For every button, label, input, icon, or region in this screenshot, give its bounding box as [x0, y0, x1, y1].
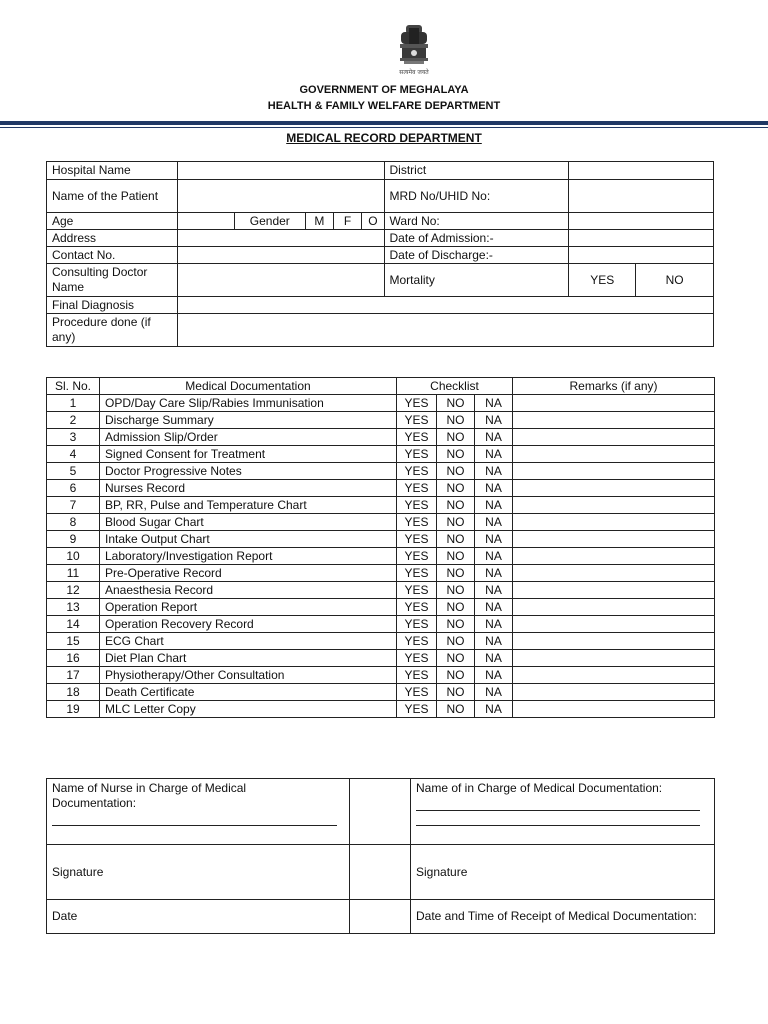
row-no-option[interactable]: NO: [437, 701, 475, 718]
row-remarks-field[interactable]: [513, 565, 715, 582]
table-row: [47, 480, 715, 497]
row-na-option[interactable]: NA: [475, 531, 513, 548]
discharge-field[interactable]: [569, 247, 714, 264]
row-number: 8: [47, 514, 100, 531]
row-na-option[interactable]: NA: [475, 446, 513, 463]
row-number: 18: [47, 684, 100, 701]
row-no-option[interactable]: NO: [437, 480, 475, 497]
row-na-option[interactable]: NA: [475, 701, 513, 718]
table-row: [47, 565, 715, 582]
age-label: Age: [47, 213, 178, 230]
table-row: [47, 616, 715, 633]
row-remarks-field[interactable]: [513, 412, 715, 429]
row-yes-option[interactable]: YES: [397, 565, 437, 582]
row-no-option[interactable]: NO: [437, 582, 475, 599]
row-no-option[interactable]: NO: [437, 446, 475, 463]
row-number: 7: [47, 497, 100, 514]
row-no-option[interactable]: NO: [437, 497, 475, 514]
row-yes-option[interactable]: YES: [397, 599, 437, 616]
row-no-option[interactable]: NO: [437, 463, 475, 480]
row-yes-option[interactable]: YES: [397, 701, 437, 718]
table-row: [47, 667, 715, 684]
table-row: [47, 446, 715, 463]
row-remarks-field[interactable]: [513, 429, 715, 446]
row-number: 12: [47, 582, 100, 599]
row-number: 11: [47, 565, 100, 582]
row-number: 5: [47, 463, 100, 480]
header-rule-thin: [0, 127, 768, 128]
receipt-right: Date and Time of Receipt of Medical Documentation:: [411, 900, 715, 934]
row-remarks-field[interactable]: [513, 701, 715, 718]
row-number: 15: [47, 633, 100, 650]
row-documentation: Anaesthesia Record: [100, 582, 397, 599]
district-field[interactable]: [569, 162, 714, 180]
row-no-option[interactable]: NO: [437, 412, 475, 429]
table-row: [47, 701, 715, 718]
gender-f[interactable]: F: [333, 213, 361, 230]
row-no-option[interactable]: NO: [437, 667, 475, 684]
row-number: 2: [47, 412, 100, 429]
row-yes-option[interactable]: YES: [397, 667, 437, 684]
table-row: [47, 412, 715, 429]
row-number: 16: [47, 650, 100, 667]
row-yes-option[interactable]: YES: [397, 514, 437, 531]
row-documentation: Operation Report: [100, 599, 397, 616]
row-yes-option[interactable]: YES: [397, 497, 437, 514]
mrd-label: MRD No/UHID No:: [384, 180, 569, 213]
row-number: 1: [47, 395, 100, 412]
row-na-option[interactable]: NA: [475, 633, 513, 650]
table-row: [47, 548, 715, 565]
row-number: 14: [47, 616, 100, 633]
row-number: 9: [47, 531, 100, 548]
row-na-option[interactable]: NA: [475, 463, 513, 480]
row-documentation: MLC Letter Copy: [100, 701, 397, 718]
row-documentation: Laboratory/Investigation Report: [100, 548, 397, 565]
gender-label: Gender: [234, 213, 305, 230]
row-no-option[interactable]: NO: [437, 531, 475, 548]
procedure-field[interactable]: [178, 314, 714, 347]
row-na-option[interactable]: NA: [475, 582, 513, 599]
row-documentation: BP, RR, Pulse and Temperature Chart: [100, 497, 397, 514]
row-documentation: Intake Output Chart: [100, 531, 397, 548]
row-yes-option[interactable]: YES: [397, 429, 437, 446]
patient-name-field[interactable]: [178, 180, 384, 213]
row-na-option[interactable]: NA: [475, 565, 513, 582]
gender-m[interactable]: M: [305, 213, 333, 230]
row-yes-option[interactable]: YES: [397, 650, 437, 667]
table-row: [47, 582, 715, 599]
row-no-option[interactable]: NO: [437, 514, 475, 531]
row-documentation: OPD/Day Care Slip/Rabies Immunisation: [100, 395, 397, 412]
row-no-option[interactable]: NO: [437, 599, 475, 616]
doctor-label: Consulting Doctor Name: [47, 264, 178, 297]
row-yes-option[interactable]: YES: [397, 548, 437, 565]
row-documentation: Death Certificate: [100, 684, 397, 701]
row-na-option[interactable]: NA: [475, 650, 513, 667]
patient-info-table: [46, 161, 714, 347]
row-remarks-field[interactable]: [513, 463, 715, 480]
admission-field[interactable]: [569, 230, 714, 247]
row-na-option[interactable]: NA: [475, 429, 513, 446]
row-no-option[interactable]: NO: [437, 684, 475, 701]
row-na-option[interactable]: NA: [475, 395, 513, 412]
row-na-option[interactable]: NA: [475, 684, 513, 701]
row-no-option[interactable]: NO: [437, 650, 475, 667]
row-documentation: Discharge Summary: [100, 412, 397, 429]
row-yes-option[interactable]: YES: [397, 480, 437, 497]
district-label: District: [384, 162, 569, 180]
row-remarks-field[interactable]: [513, 650, 715, 667]
gender-o[interactable]: O: [362, 213, 384, 230]
row-documentation: Signed Consent for Treatment: [100, 446, 397, 463]
admission-label: Date of Admission:-: [384, 230, 569, 247]
contact-field[interactable]: [178, 247, 384, 264]
doctor-field[interactable]: [178, 264, 384, 297]
row-na-option[interactable]: NA: [475, 667, 513, 684]
row-documentation: Pre-Operative Record: [100, 565, 397, 582]
table-row: [47, 514, 715, 531]
mortality-yes[interactable]: YES: [569, 264, 636, 297]
header-documentation: Medical Documentation: [100, 378, 397, 395]
row-number: 10: [47, 548, 100, 565]
nurse-in-charge-cell: [47, 779, 350, 845]
row-yes-option[interactable]: YES: [397, 531, 437, 548]
hospital-name-label: Hospital Name: [47, 162, 178, 180]
signoff-spacer: [350, 779, 411, 845]
row-yes-option[interactable]: YES: [397, 616, 437, 633]
row-number: 13: [47, 599, 100, 616]
row-remarks-field[interactable]: [513, 684, 715, 701]
row-remarks-field[interactable]: [513, 446, 715, 463]
incharge-name-line-1[interactable]: [416, 796, 700, 811]
row-documentation: ECG Chart: [100, 633, 397, 650]
procedure-label: Procedure done (if any): [47, 314, 178, 347]
mortality-no[interactable]: NO: [636, 264, 714, 297]
signature-left: Signature: [47, 845, 350, 900]
national-emblem-icon: [392, 22, 436, 82]
row-number: 17: [47, 667, 100, 684]
row-documentation: Admission Slip/Order: [100, 429, 397, 446]
date-spacer: [350, 900, 411, 934]
row-documentation: Operation Recovery Record: [100, 616, 397, 633]
row-remarks-field[interactable]: [513, 480, 715, 497]
row-remarks-field[interactable]: [513, 395, 715, 412]
table-row: [47, 463, 715, 480]
row-number: 19: [47, 701, 100, 718]
mrd-field[interactable]: [569, 180, 714, 213]
row-yes-option[interactable]: YES: [397, 395, 437, 412]
row-remarks-field[interactable]: [513, 599, 715, 616]
nurse-in-charge-label: Name of Nurse in Charge of Medical Documentation:: [52, 781, 247, 810]
row-yes-option[interactable]: YES: [397, 684, 437, 701]
row-na-option[interactable]: NA: [475, 480, 513, 497]
row-no-option[interactable]: NO: [437, 548, 475, 565]
row-no-option[interactable]: NO: [437, 633, 475, 650]
row-remarks-field[interactable]: [513, 582, 715, 599]
patient-name-label: Name of the Patient: [47, 180, 178, 213]
emblem-motto: सत्यमेव जयते: [399, 69, 429, 76]
section-title: MEDICAL RECORD DEPARTMENT: [286, 131, 482, 145]
discharge-label: Date of Discharge:-: [384, 247, 569, 264]
table-row: [47, 599, 715, 616]
documentation-checklist-table: [46, 377, 715, 718]
row-na-option[interactable]: NA: [475, 599, 513, 616]
header-remarks: Remarks (if any): [513, 378, 715, 395]
diagnosis-label: Final Diagnosis: [47, 297, 178, 314]
row-no-option[interactable]: NO: [437, 565, 475, 582]
row-na-option[interactable]: NA: [475, 548, 513, 565]
signature-right: Signature: [411, 845, 715, 900]
address-field[interactable]: [178, 230, 384, 247]
signoff-table: [46, 778, 715, 934]
row-documentation: Diet Plan Chart: [100, 650, 397, 667]
table-row: [47, 395, 715, 412]
row-na-option[interactable]: NA: [475, 616, 513, 633]
row-documentation: Nurses Record: [100, 480, 397, 497]
row-number: 6: [47, 480, 100, 497]
row-remarks-field[interactable]: [513, 531, 715, 548]
row-remarks-field[interactable]: [513, 667, 715, 684]
ward-field[interactable]: [569, 213, 714, 230]
contact-label: Contact No.: [47, 247, 178, 264]
mortality-label: Mortality: [384, 264, 569, 297]
row-yes-option[interactable]: YES: [397, 582, 437, 599]
row-yes-option[interactable]: YES: [397, 446, 437, 463]
row-yes-option[interactable]: YES: [397, 412, 437, 429]
signature-spacer: [350, 845, 411, 900]
row-number: 3: [47, 429, 100, 446]
header-sl-no: Sl. No.: [47, 378, 100, 395]
row-remarks-field[interactable]: [513, 497, 715, 514]
documentation-in-charge-cell: [411, 779, 715, 845]
table-row: [47, 650, 715, 667]
row-remarks-field[interactable]: [513, 514, 715, 531]
table-row: [47, 531, 715, 548]
government-name: GOVERNMENT OF MEGHALAYA: [299, 84, 469, 96]
table-row: [47, 684, 715, 701]
row-na-option[interactable]: NA: [475, 412, 513, 429]
row-na-option[interactable]: NA: [475, 497, 513, 514]
row-documentation: Doctor Progressive Notes: [100, 463, 397, 480]
row-no-option[interactable]: NO: [437, 429, 475, 446]
row-number: 4: [47, 446, 100, 463]
age-field[interactable]: [178, 213, 235, 230]
row-remarks-field[interactable]: [513, 616, 715, 633]
table-row: [47, 497, 715, 514]
row-documentation: Blood Sugar Chart: [100, 514, 397, 531]
hospital-name-field[interactable]: [178, 162, 384, 180]
header-checklist: Checklist: [397, 378, 513, 395]
nurse-name-line[interactable]: [52, 811, 337, 826]
address-label: Address: [47, 230, 178, 247]
row-documentation: Physiotherapy/Other Consultation: [100, 667, 397, 684]
row-yes-option[interactable]: YES: [397, 463, 437, 480]
ward-label: Ward No:: [384, 213, 569, 230]
header-rule: [0, 121, 768, 125]
table-row: [47, 429, 715, 446]
department-name: HEALTH & FAMILY WELFARE DEPARTMENT: [267, 100, 501, 112]
diagnosis-field[interactable]: [178, 297, 714, 314]
row-remarks-field[interactable]: [513, 633, 715, 650]
row-na-option[interactable]: NA: [475, 514, 513, 531]
incharge-name-line-2[interactable]: [416, 811, 700, 826]
row-remarks-field[interactable]: [513, 548, 715, 565]
row-no-option[interactable]: NO: [437, 616, 475, 633]
row-no-option[interactable]: NO: [437, 395, 475, 412]
documentation-in-charge-label: Name of in Charge of Medical Documentation:: [416, 781, 663, 795]
table-row: [47, 633, 715, 650]
row-yes-option[interactable]: YES: [397, 633, 437, 650]
date-left: Date: [47, 900, 350, 934]
